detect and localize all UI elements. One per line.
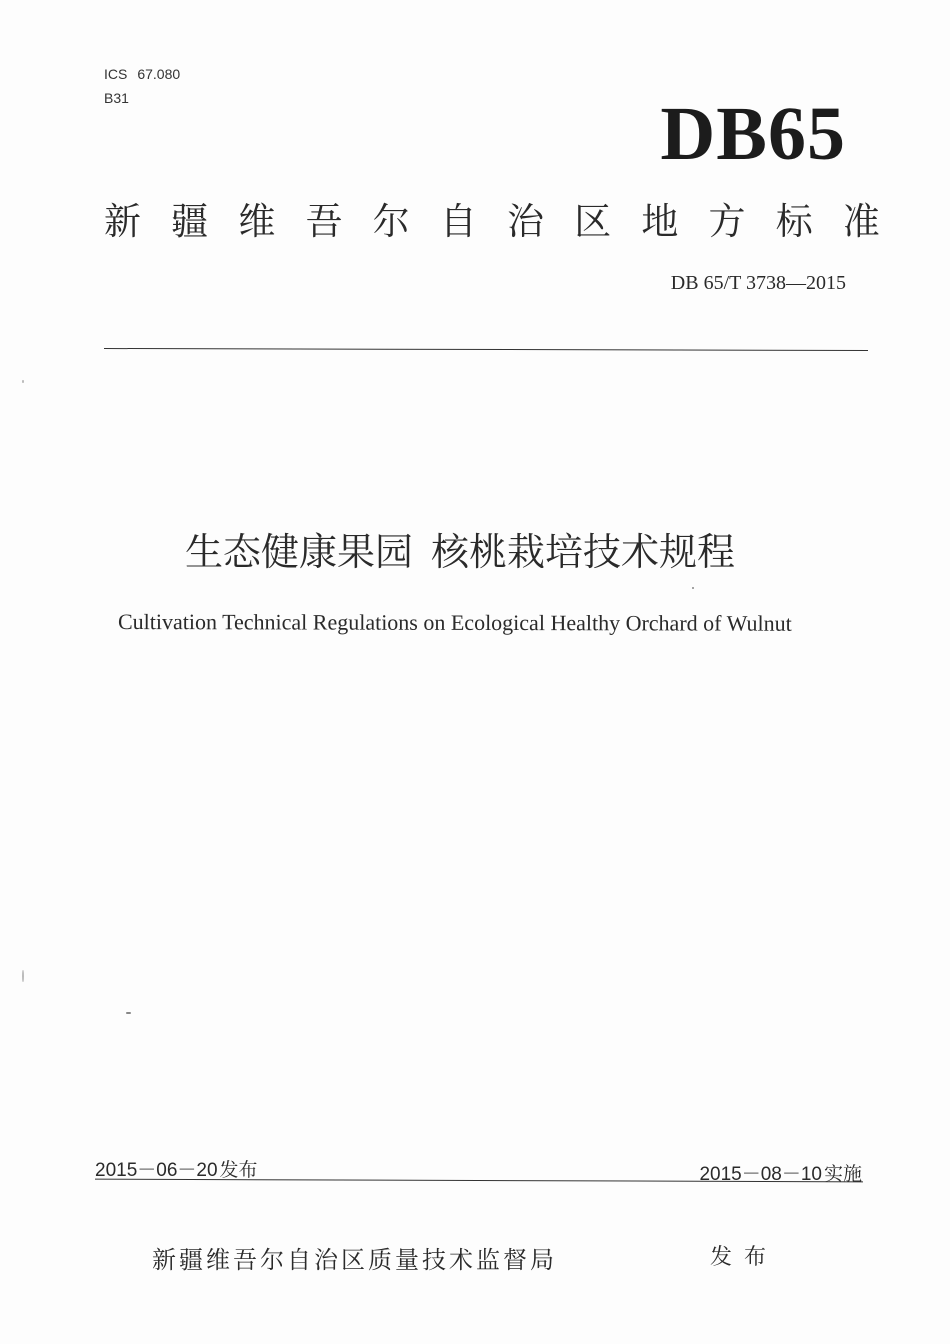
top-divider xyxy=(104,348,868,351)
ics-line xyxy=(104,62,180,86)
scan-speck xyxy=(692,587,694,589)
implement-label: 实施 xyxy=(823,1163,862,1185)
standard-type-title-char: 方 xyxy=(708,200,746,243)
standard-type-title-char: 尔 xyxy=(372,200,410,243)
standard-type-title-char: 新 xyxy=(104,200,141,243)
ccs-code: B31 xyxy=(104,90,129,106)
scan-speck xyxy=(22,970,24,982)
standard-type-title-char: 疆 xyxy=(171,200,209,243)
document-english-title: Cultivation Technical Regulations on Ecological Healthy Orchard of Wulnut xyxy=(117,609,792,636)
standard-type-title-char: 治 xyxy=(507,200,545,243)
scan-speck xyxy=(22,380,24,383)
standard-type-title-char: 自 xyxy=(439,200,477,243)
scan-speck xyxy=(126,1012,131,1014)
classification-block xyxy=(104,62,180,110)
standard-number: DB 65/T 3738—2015 xyxy=(670,272,846,294)
standard-type-title-char: 区 xyxy=(574,200,612,243)
issue-label: 发布 xyxy=(219,1159,258,1181)
standard-type-title-char: 吾 xyxy=(305,200,343,243)
implement-date: 2015－08－10 xyxy=(699,1164,822,1185)
ics-label: ICS xyxy=(104,66,128,82)
standard-type-title-char: 维 xyxy=(238,200,276,243)
standard-type-title-char: 地 xyxy=(641,200,679,243)
standard-type-title-char: 标 xyxy=(775,200,813,243)
standard-type-title xyxy=(104,196,880,248)
ics-code: 67.080 xyxy=(137,66,181,82)
issue-date: 2015－06－20 xyxy=(95,1160,218,1181)
publish-label: 发布 xyxy=(710,1245,779,1270)
document-title-part2: 核桃栽培技术规程 xyxy=(431,530,736,574)
db65-logo: DB65 xyxy=(660,92,846,176)
document-title-part1: 生态健康果园 xyxy=(184,530,413,574)
document-title xyxy=(0,526,920,578)
publisher: 新疆维吾尔自治区质量技术监督局 xyxy=(152,1246,557,1274)
standard-type-title-char: 准 xyxy=(842,200,880,243)
